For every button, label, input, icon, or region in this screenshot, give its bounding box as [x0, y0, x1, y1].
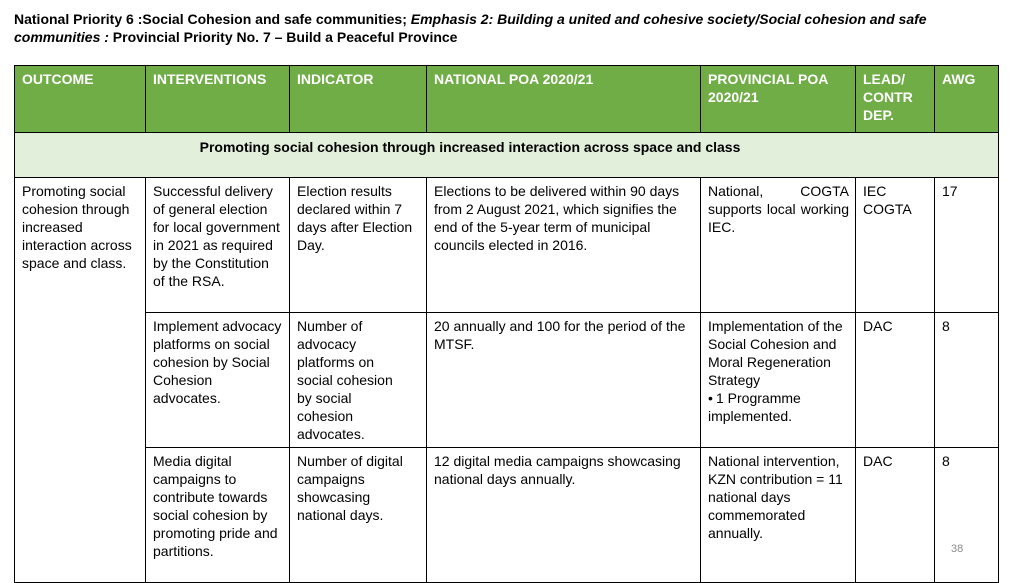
lead-cell: IEC COGTA [856, 178, 935, 313]
title-provincial-priority: Provincial Priority No. 7 – Build a Peaceful Province [112, 29, 458, 45]
provincial-text: Implementation of the Social Cohesion and Moral Regeneration Strategy [708, 318, 843, 388]
indicator-cell: Number of digital campaigns showcasing national days. [290, 448, 427, 583]
provincial-poa-cell [701, 313, 856, 448]
title-emphasis: Emphasis 2: Building a united and cohesive society/Social cohesion and safe communities : [14, 11, 927, 45]
lead-cell: DAC [856, 313, 935, 448]
section-label: Promoting social cohesion through increased interaction across space and class [15, 133, 999, 178]
lead-cell: DAC [856, 448, 935, 583]
indicator-cell: Number of advocacy platforms on social cohesion by social cohesion advocates. [290, 313, 427, 448]
header-lead: LEAD/ CONTR DEP. [856, 66, 935, 133]
header-national-poa: NATIONAL POA 2020/21 [427, 66, 701, 133]
table-row [15, 448, 999, 583]
table-row [15, 313, 999, 448]
intervention-cell: Implement advocacy platforms on social cohesion by Social Cohesion advocates. [146, 313, 290, 448]
outcome-cell: Promoting social cohesion through increased interaction across space and class. [15, 178, 146, 583]
slide-title [14, 10, 1010, 46]
provincial-poa-cell: National, COGTA supports local working IEC. [701, 178, 856, 313]
header-awg: AWG [935, 66, 999, 133]
bullet-icon: • [708, 390, 713, 406]
title-priority: National Priority 6 :Social Cohesion and safe communities; [14, 11, 411, 27]
header-provincial-poa: PROVINCIAL POA 2020/21 [701, 66, 856, 133]
header-indicator: INDICATOR [290, 66, 427, 133]
awg-cell: 17 [935, 178, 999, 313]
national-poa-cell: Elections to be delivered within 90 days from 2 August 2021, which signifies the end of the 5-year term of municipal councils elected in 2016. [427, 178, 701, 313]
header-row [15, 66, 999, 133]
provincial-bullet-text: 1 Programme implemented. [708, 390, 801, 424]
intervention-cell: Media digital campaigns to contribute towards social cohesion by promoting pride and partitions. [146, 448, 290, 583]
header-interventions: INTERVENTIONS [146, 66, 290, 133]
provincial-poa-cell: National intervention, KZN contribution = 11 national days commemorated annually. [701, 448, 856, 583]
awg-cell: 8 [935, 313, 999, 448]
national-poa-cell: 12 digital media campaigns showcasing national days annually. [427, 448, 701, 583]
awg-cell: 8 [935, 448, 999, 583]
header-outcome: OUTCOME [15, 66, 146, 133]
national-poa-cell: 20 annually and 100 for the period of the MTSF. [427, 313, 701, 448]
indicator-cell: Election results declared within 7 days after Election Day. [290, 178, 427, 313]
priority-table [14, 65, 999, 583]
intervention-cell: Successful delivery of general election for local government in 2021 as required by the Constitution of the RSA. [146, 178, 290, 313]
page-number: 38 [951, 543, 964, 555]
section-row [15, 133, 999, 178]
provincial-bullet [708, 389, 849, 425]
table-row [15, 178, 999, 313]
